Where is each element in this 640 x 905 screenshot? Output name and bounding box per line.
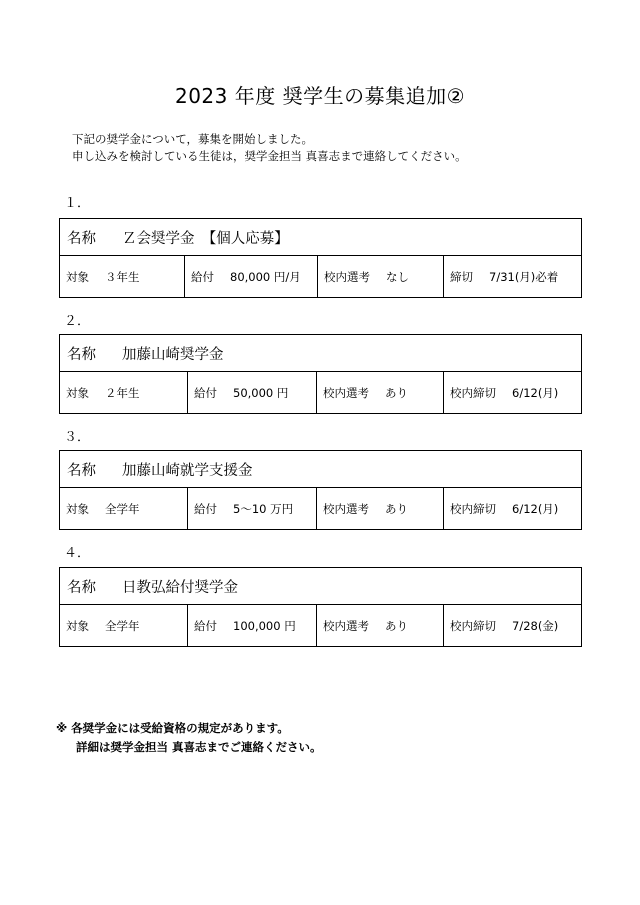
name-label: 名称 <box>67 579 96 596</box>
scholarship-name-row <box>60 568 581 605</box>
footnote <box>56 719 322 757</box>
target-cell <box>60 488 188 529</box>
selection-label: 校内選考 <box>323 618 369 633</box>
selection-cell <box>317 488 444 529</box>
section-number: ４． <box>64 546 91 561</box>
target-cell <box>60 256 185 297</box>
intro-text <box>72 131 467 165</box>
scholarship-name: Ｚ会奨学金 【個人応募】 <box>122 230 289 247</box>
benefit-label: 給付 <box>194 501 217 516</box>
target-label: 対象 <box>66 385 89 400</box>
intro-line-2: 申し込みを検討している生徒は，奨学金担当 真喜志まで連絡してください。 <box>72 149 467 163</box>
selection-label: 校内選考 <box>323 385 369 400</box>
selection-cell <box>317 605 444 646</box>
scholarship-name: 加藤山崎奨学金 <box>122 346 224 363</box>
benefit-label: 給付 <box>194 385 217 400</box>
selection-value: あり <box>385 618 408 633</box>
benefit-label: 給付 <box>194 618 217 633</box>
section-number: ３． <box>64 430 91 445</box>
benefit-value: 5～10 万円 <box>233 501 294 516</box>
scholarship-details <box>60 605 581 646</box>
section-number: １． <box>64 196 91 211</box>
target-cell <box>60 605 188 646</box>
deadline-label: 校内締切 <box>450 618 496 633</box>
deadline-value: 7/28(金) <box>512 618 559 633</box>
selection-value: なし <box>386 269 409 284</box>
selection-cell <box>317 372 444 413</box>
deadline-cell <box>444 605 581 646</box>
target-value: 全学年 <box>105 501 140 516</box>
footnote-line-2: 詳細は奨学金担当 真喜志までご連絡ください。 <box>76 740 322 754</box>
scholarship-box <box>59 567 582 647</box>
scholarship-name: 加藤山崎就学支援金 <box>122 462 253 479</box>
benefit-value: 50,000 円 <box>233 385 289 400</box>
deadline-cell <box>444 488 581 529</box>
deadline-value: 6/12(月) <box>512 501 559 516</box>
name-label: 名称 <box>67 462 96 479</box>
page-title: 2023 年度 奨学生の募集追加② <box>174 84 466 108</box>
benefit-label: 給付 <box>191 269 214 284</box>
scholarship-details <box>60 256 581 297</box>
benefit-value: 100,000 円 <box>233 618 296 633</box>
deadline-label: 校内締切 <box>450 501 496 516</box>
intro-line-1: 下記の奨学金について，募集を開始しました。 <box>72 132 314 146</box>
selection-label: 校内選考 <box>324 269 370 284</box>
scholarship-name-row <box>60 451 581 488</box>
scholarship-details <box>60 488 581 529</box>
benefit-cell <box>185 256 318 297</box>
name-label: 名称 <box>67 346 96 363</box>
scholarship-details <box>60 372 581 413</box>
benefit-cell <box>188 488 317 529</box>
target-value: ３年生 <box>105 269 140 284</box>
target-cell <box>60 372 188 413</box>
deadline-label: 締切 <box>450 269 473 284</box>
selection-cell <box>318 256 444 297</box>
deadline-value: 7/31(月)必着 <box>489 269 559 284</box>
scholarship-name: 日教弘給付奨学金 <box>122 579 238 596</box>
deadline-value: 6/12(月) <box>512 385 559 400</box>
benefit-cell <box>188 372 317 413</box>
target-label: 対象 <box>66 501 89 516</box>
benefit-value: 80,000 円/月 <box>230 269 301 284</box>
target-value: 全学年 <box>105 618 140 633</box>
name-label: 名称 <box>67 230 96 247</box>
benefit-cell <box>188 605 317 646</box>
deadline-cell <box>444 256 581 297</box>
scholarship-name-row <box>60 335 581 372</box>
selection-label: 校内選考 <box>323 501 369 516</box>
section-number: ２． <box>64 314 91 329</box>
target-value: ２年生 <box>105 385 140 400</box>
deadline-label: 校内締切 <box>450 385 496 400</box>
selection-value: あり <box>385 501 408 516</box>
footnote-line-1: ※ 各奨学金には受給資格の規定があります。 <box>56 721 289 735</box>
scholarship-box <box>59 218 582 298</box>
scholarship-box <box>59 334 582 414</box>
deadline-cell <box>444 372 581 413</box>
scholarship-name-row <box>60 219 581 256</box>
scholarship-box <box>59 450 582 530</box>
target-label: 対象 <box>66 618 89 633</box>
target-label: 対象 <box>66 269 89 284</box>
selection-value: あり <box>385 385 408 400</box>
